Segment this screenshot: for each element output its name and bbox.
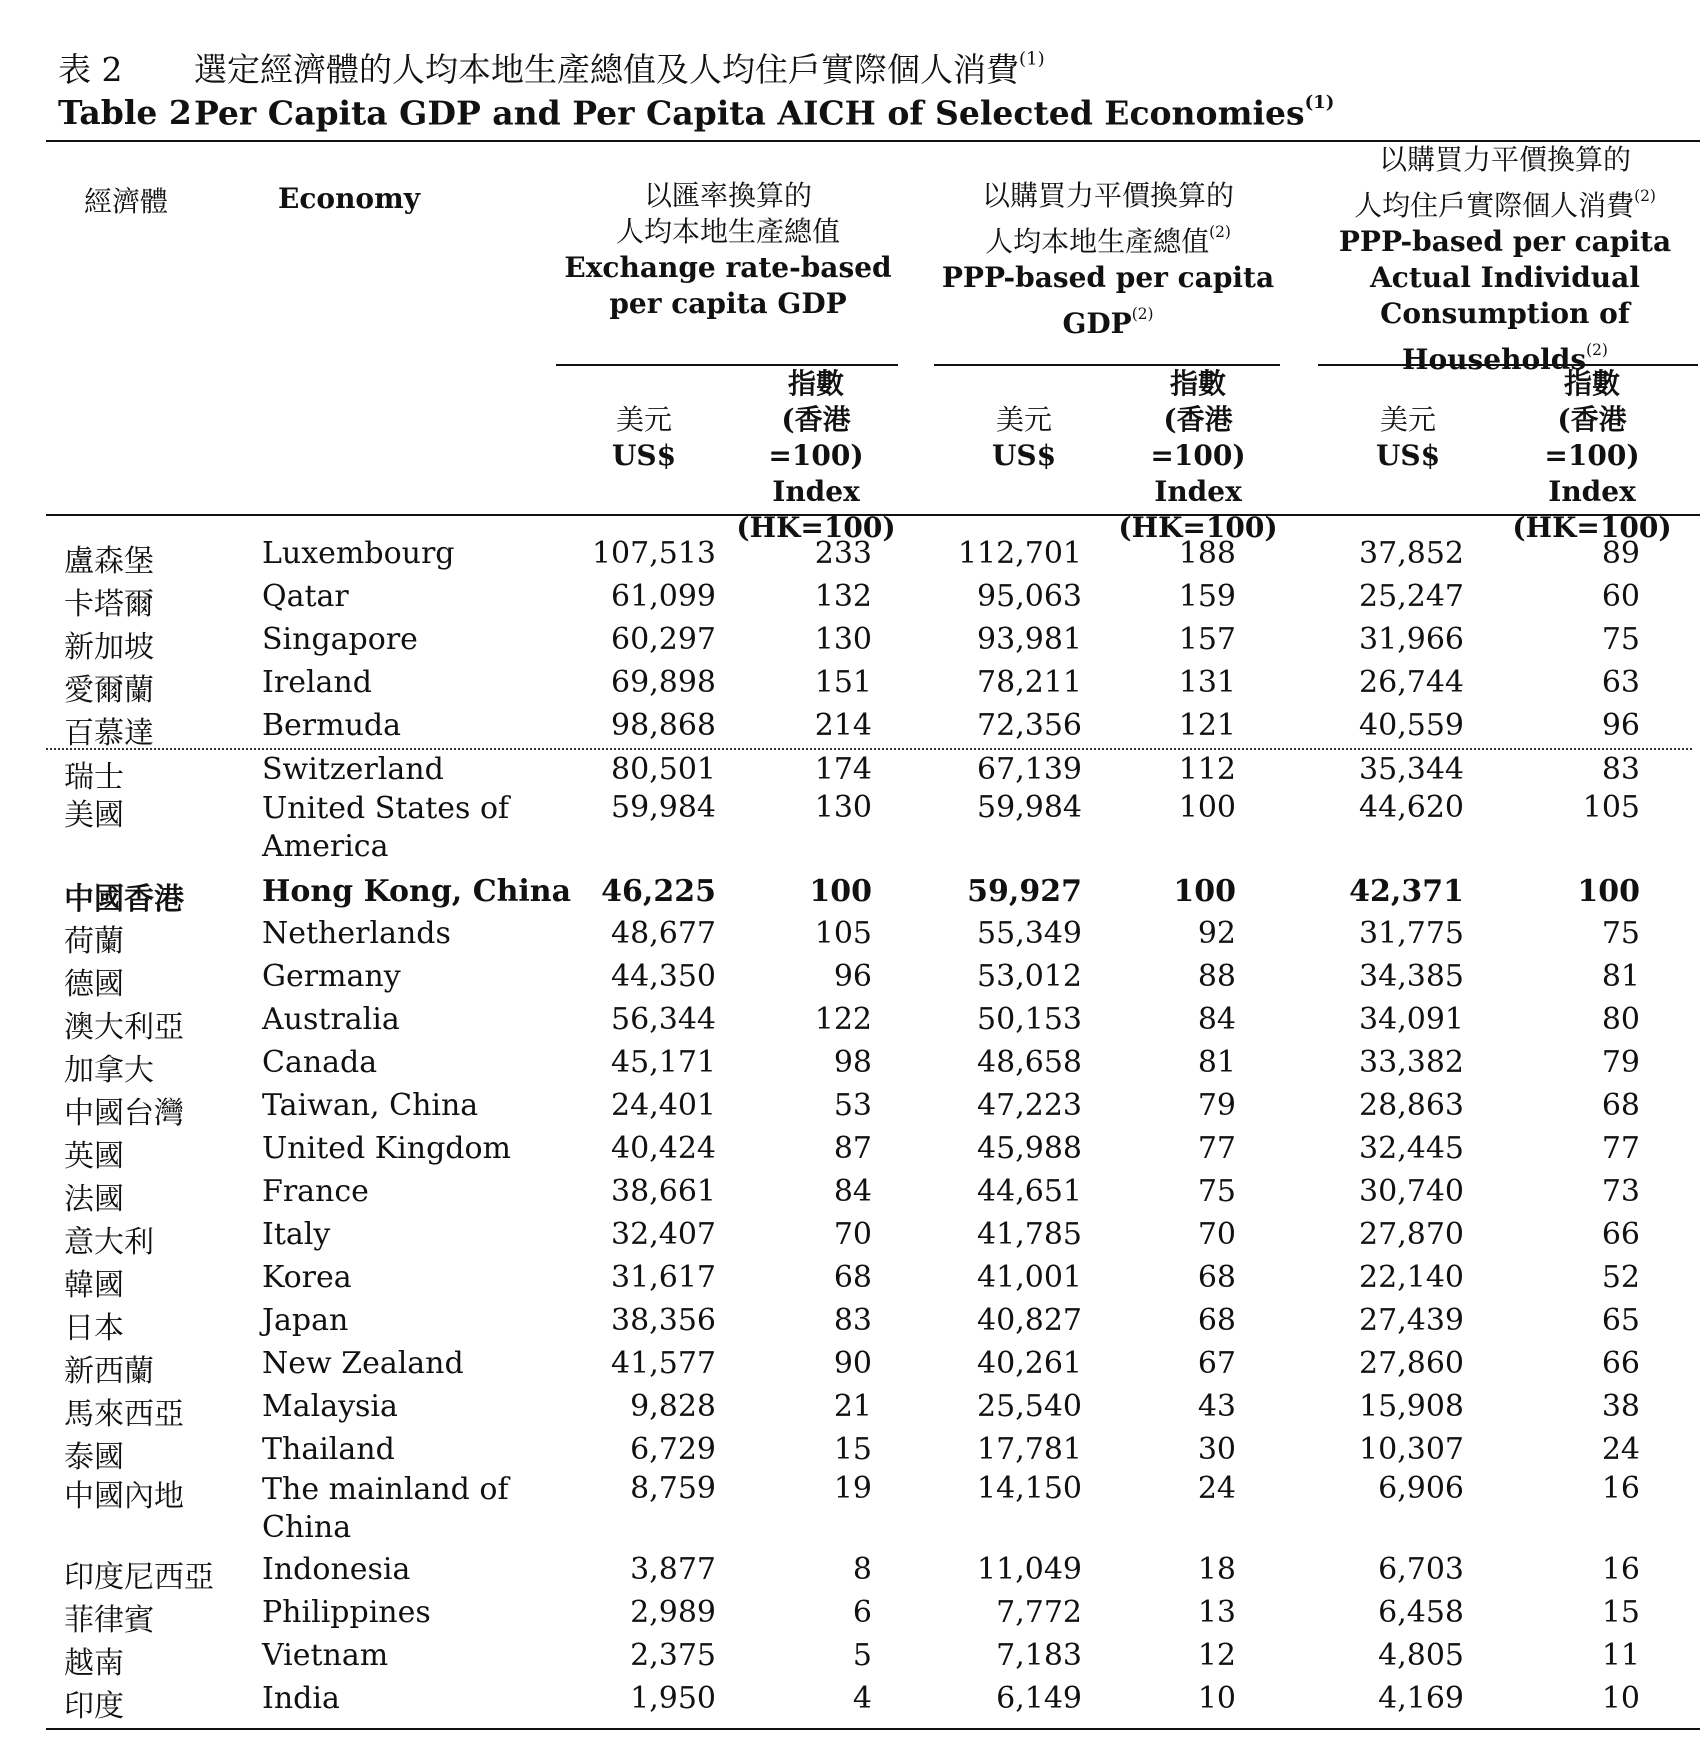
economy-en: Italy: [262, 1217, 331, 1252]
economy-zh: 德國: [64, 967, 124, 1002]
title-footnote-en: (1): [1304, 92, 1335, 113]
group2-usd-header: [976, 402, 1072, 474]
usd-gdp-exchange-value: 48,677: [611, 916, 716, 951]
group3-note-en: (2): [1586, 340, 1608, 359]
economy-en: Japan: [262, 1303, 349, 1338]
group2-idx-en: Index: [1154, 475, 1242, 508]
usd-aich-ppp-value: 40,559: [1359, 708, 1464, 743]
table-row: [0, 1346, 1706, 1389]
group2-en-line1: PPP-based per capita: [941, 260, 1275, 294]
usd-gdp-ppp-value: 93,981: [977, 622, 1082, 657]
usd-aich-ppp-value: 27,439: [1359, 1303, 1464, 1338]
group2-index-header: [1116, 366, 1280, 546]
table-row: [0, 1088, 1706, 1131]
index-aich-ppp-value: 38: [1601, 1389, 1640, 1424]
table-row: [0, 1260, 1706, 1303]
header-group-ppp-gdp: [936, 178, 1280, 342]
usd-aich-ppp-value: 4,169: [1378, 1681, 1464, 1716]
usd-gdp-exchange-value: 59,984: [611, 790, 716, 825]
usd-aich-ppp-value: 26,744: [1359, 665, 1464, 700]
economy-en: Canada: [262, 1045, 378, 1080]
group3-en-line4-text: Households: [1402, 342, 1587, 376]
group1-zh-line2: 人均本地生產總值: [615, 215, 840, 248]
index-gdp-ppp-value: 100: [1178, 790, 1236, 825]
economy-en: India: [262, 1681, 340, 1716]
index-aich-ppp-value: 63: [1601, 665, 1640, 700]
economy-zh: 百慕達: [64, 716, 154, 751]
usd-gdp-ppp-value: 47,223: [977, 1088, 1082, 1123]
usd-gdp-ppp-value: 25,540: [977, 1389, 1082, 1424]
index-gdp-exchange-value: 100: [809, 874, 872, 909]
economy-en: Luxembourg: [262, 536, 455, 571]
index-gdp-exchange-value: 87: [833, 1131, 872, 1166]
index-gdp-ppp-value: 112: [1178, 752, 1236, 787]
usd-gdp-exchange-value: 60,297: [611, 622, 716, 657]
index-gdp-ppp-value: 121: [1178, 708, 1236, 743]
economy-zh: 菲律賓: [64, 1603, 154, 1638]
index-gdp-exchange-value: 83: [833, 1303, 872, 1338]
economy-zh: 澳大利亞: [64, 1010, 184, 1045]
index-gdp-ppp-value: 92: [1197, 916, 1236, 951]
usd-aich-ppp-value: 28,863: [1359, 1088, 1464, 1123]
group1-idx-zh: 指數: [787, 367, 844, 400]
economy-zh: 荷蘭: [64, 924, 124, 959]
index-gdp-ppp-value: 70: [1197, 1217, 1236, 1252]
group2-en-line2-text: GDP: [1062, 306, 1132, 340]
usd-gdp-ppp-value: 14,150: [977, 1471, 1082, 1506]
usd-gdp-exchange-value: 2,375: [630, 1638, 716, 1673]
index-aich-ppp-value: 15: [1601, 1595, 1640, 1630]
group1-en-line2: per capita GDP: [609, 287, 847, 320]
index-aich-ppp-value: 89: [1601, 536, 1640, 571]
usd-gdp-exchange-value: 24,401: [611, 1088, 716, 1123]
usd-gdp-ppp-value: 112,701: [957, 536, 1082, 571]
economy-en: France: [262, 1174, 369, 1209]
index-aich-ppp-value: 75: [1601, 916, 1640, 951]
usd-aich-ppp-value: 34,385: [1359, 959, 1464, 994]
index-gdp-exchange-value: 21: [833, 1389, 872, 1424]
usd-gdp-exchange-value: 98,868: [611, 708, 716, 743]
index-gdp-ppp-value: 157: [1178, 622, 1236, 657]
index-aich-ppp-value: 105: [1582, 790, 1640, 825]
economy-zh: 中國台灣: [64, 1096, 184, 1131]
table-row: [0, 916, 1706, 959]
header-group-exchange-rate: [556, 178, 900, 322]
usd-gdp-ppp-value: 41,001: [977, 1260, 1082, 1295]
usd-gdp-exchange-value: 46,225: [601, 874, 716, 909]
title-footnote-zh: (1): [1019, 48, 1045, 70]
group3-index-header: [1510, 366, 1674, 546]
table-row: [0, 1471, 1706, 1545]
usd-gdp-exchange-value: 69,898: [611, 665, 716, 700]
economy-zh: 日本: [64, 1311, 124, 1346]
index-aich-ppp-value: 65: [1601, 1303, 1640, 1338]
header-group-ppp-aich: [1310, 142, 1700, 378]
table-row: [0, 874, 1706, 917]
index-gdp-exchange-value: 84: [833, 1174, 872, 1209]
index-gdp-exchange-value: 4: [852, 1681, 872, 1716]
usd-gdp-ppp-value: 95,063: [977, 579, 1082, 614]
usd-aich-ppp-value: 31,966: [1359, 622, 1464, 657]
index-gdp-ppp-value: 30: [1197, 1432, 1236, 1467]
economy-zh: 印度尼西亞: [64, 1560, 214, 1595]
usd-gdp-ppp-value: 55,349: [977, 916, 1082, 951]
index-gdp-ppp-value: 75: [1197, 1174, 1236, 1209]
table-row: [0, 752, 1706, 795]
table-row: [0, 1595, 1706, 1638]
economy-en: Singapore: [262, 622, 418, 657]
economy-zh: 馬來西亞: [64, 1397, 184, 1432]
group1-idx-zh2: (香港=100): [768, 403, 864, 472]
usd-gdp-exchange-value: 56,344: [611, 1002, 716, 1037]
group3-en-line1: PPP-based per capita: [1338, 224, 1672, 258]
index-gdp-exchange-value: 98: [833, 1045, 872, 1080]
economy-zh: 愛爾蘭: [64, 673, 154, 708]
index-aich-ppp-value: 16: [1601, 1471, 1640, 1506]
economy-zh: 瑞士: [64, 760, 124, 795]
index-gdp-exchange-value: 233: [814, 536, 872, 571]
index-aich-ppp-value: 68: [1601, 1088, 1640, 1123]
group3-zh-line1: 以購買力平價換算的: [1378, 143, 1631, 176]
usd-gdp-exchange-value: 9,828: [630, 1389, 716, 1424]
usd-gdp-exchange-value: 2,989: [630, 1595, 716, 1630]
index-gdp-ppp-value: 13: [1197, 1595, 1236, 1630]
index-aich-ppp-value: 79: [1601, 1045, 1640, 1080]
table-row: [0, 1552, 1706, 1595]
usd-aich-ppp-value: 27,860: [1359, 1346, 1464, 1381]
group1-usd-en: US$: [611, 439, 677, 472]
dotted-separator: [46, 748, 1692, 750]
table-row: [0, 1045, 1706, 1088]
index-gdp-exchange-value: 105: [814, 916, 872, 951]
table-row: [0, 1638, 1706, 1681]
table-row: [0, 1389, 1706, 1432]
index-aich-ppp-value: 66: [1601, 1346, 1640, 1381]
economy-zh: 意大利: [64, 1225, 154, 1260]
economy-en: Netherlands: [262, 916, 451, 951]
index-gdp-exchange-value: 53: [833, 1088, 872, 1123]
group2-note-en: (2): [1131, 304, 1154, 323]
index-aich-ppp-value: 73: [1601, 1174, 1640, 1209]
index-gdp-ppp-value: 100: [1173, 874, 1236, 909]
economy-zh: 越南: [64, 1646, 124, 1681]
group3-note-zh: (2): [1634, 187, 1656, 205]
table-row: [0, 1217, 1706, 1260]
economy-en: Bermuda: [262, 708, 401, 743]
table-row: [0, 536, 1706, 579]
economy-en: United Kingdom: [262, 1131, 511, 1166]
usd-gdp-ppp-value: 44,651: [977, 1174, 1082, 1209]
economy-en: United States of America: [262, 791, 510, 864]
bottom-rule: [46, 1728, 1700, 1730]
group1-en-line1: Exchange rate-based: [564, 251, 892, 284]
index-gdp-ppp-value: 12: [1197, 1638, 1236, 1673]
index-aich-ppp-value: 100: [1577, 874, 1640, 909]
index-aich-ppp-value: 66: [1601, 1217, 1640, 1252]
usd-gdp-exchange-value: 6,729: [630, 1432, 716, 1467]
table-title-zh: 選定經濟體的人均本地生產總值及人均住戶實際個人消費: [194, 50, 1019, 89]
usd-gdp-exchange-value: 40,424: [611, 1131, 716, 1166]
group2-idx-en2: (HK=100): [1118, 511, 1278, 544]
table-label-zh: 表 2: [58, 50, 123, 89]
index-gdp-ppp-value: 79: [1197, 1088, 1236, 1123]
table-row: [0, 1432, 1706, 1475]
economy-en: The mainland of China: [262, 1472, 509, 1545]
group3-zh-line2: [1310, 178, 1700, 224]
index-gdp-ppp-value: 68: [1197, 1260, 1236, 1295]
index-gdp-exchange-value: 96: [833, 959, 872, 994]
usd-gdp-ppp-value: 78,211: [977, 665, 1082, 700]
title-en: [58, 92, 1334, 132]
table-title-en: Per Capita GDP and Per Capita AICH of Selected Economies: [194, 93, 1305, 133]
index-gdp-ppp-value: 18: [1197, 1552, 1236, 1587]
index-aich-ppp-value: 16: [1601, 1552, 1640, 1587]
economy-zh: 法國: [64, 1182, 124, 1217]
group3-en-line3: Consumption of: [1380, 296, 1630, 330]
usd-gdp-exchange-value: 44,350: [611, 959, 716, 994]
economy-en: Indonesia: [262, 1552, 411, 1587]
group3-usd-header: [1360, 402, 1456, 474]
index-gdp-exchange-value: 130: [814, 622, 872, 657]
table-row: [0, 579, 1706, 622]
economy-zh: 美國: [64, 798, 124, 833]
table-row: [0, 790, 1706, 864]
economy-en: Korea: [262, 1260, 352, 1295]
index-gdp-exchange-value: 5: [852, 1638, 872, 1673]
table-row: [0, 665, 1706, 708]
index-gdp-ppp-value: 68: [1197, 1303, 1236, 1338]
table-row: [0, 1131, 1706, 1174]
header-economy-zh: 經濟體: [84, 185, 169, 218]
usd-gdp-ppp-value: 40,827: [977, 1303, 1082, 1338]
index-aich-ppp-value: 83: [1601, 752, 1640, 787]
group2-en-line2: [936, 296, 1280, 342]
group2-zh-line2-text: 人均本地生產總值: [985, 224, 1210, 258]
index-gdp-exchange-value: 130: [814, 790, 872, 825]
index-gdp-exchange-value: 214: [814, 708, 872, 743]
index-gdp-ppp-value: 188: [1178, 536, 1236, 571]
group2-usd-zh: 美元: [995, 403, 1052, 436]
table-row: [0, 1174, 1706, 1217]
usd-gdp-exchange-value: 80,501: [611, 752, 716, 787]
economy-zh: 盧森堡: [64, 544, 154, 579]
index-gdp-exchange-value: 132: [814, 579, 872, 614]
usd-gdp-exchange-value: 38,661: [611, 1174, 716, 1209]
table-label-en: Table 2: [58, 93, 192, 133]
index-aich-ppp-value: 52: [1601, 1260, 1640, 1295]
economy-zh: 新西蘭: [64, 1354, 154, 1389]
usd-gdp-ppp-value: 11,049: [977, 1552, 1082, 1587]
group3-usd-en: US$: [1375, 439, 1441, 472]
index-gdp-ppp-value: 77: [1197, 1131, 1236, 1166]
index-gdp-exchange-value: 19: [833, 1471, 872, 1506]
usd-gdp-exchange-value: 1,950: [630, 1681, 716, 1716]
economy-en: New Zealand: [262, 1346, 464, 1381]
group3-idx-zh2: (香港=100): [1544, 403, 1640, 472]
economy-en: Philippines: [262, 1595, 431, 1630]
usd-gdp-exchange-value: 31,617: [611, 1260, 716, 1295]
group3-en-line2: Actual Individual: [1370, 260, 1640, 294]
index-aich-ppp-value: 77: [1601, 1131, 1640, 1166]
economy-zh: 新加坡: [64, 630, 154, 665]
index-gdp-exchange-value: 68: [833, 1260, 872, 1295]
group2-idx-zh: 指數: [1169, 367, 1226, 400]
usd-gdp-exchange-value: 3,877: [630, 1552, 716, 1587]
index-gdp-ppp-value: 84: [1197, 1002, 1236, 1037]
economy-en: Thailand: [262, 1432, 395, 1467]
usd-gdp-ppp-value: 17,781: [977, 1432, 1082, 1467]
usd-aich-ppp-value: 27,870: [1359, 1217, 1464, 1252]
usd-aich-ppp-value: 22,140: [1359, 1260, 1464, 1295]
economy-en: Vietnam: [262, 1638, 389, 1673]
title-zh: [58, 44, 1045, 91]
index-gdp-ppp-value: 81: [1197, 1045, 1236, 1080]
economy-en: Malaysia: [262, 1389, 398, 1424]
economy-zh: 英國: [64, 1139, 124, 1174]
table-row: [0, 959, 1706, 1002]
group2-note-zh: (2): [1209, 223, 1231, 241]
usd-gdp-ppp-value: 6,149: [996, 1681, 1082, 1716]
index-aich-ppp-value: 81: [1601, 959, 1640, 994]
usd-aich-ppp-value: 33,382: [1359, 1045, 1464, 1080]
index-gdp-ppp-value: 10: [1197, 1681, 1236, 1716]
usd-gdp-ppp-value: 7,772: [996, 1595, 1082, 1630]
index-gdp-exchange-value: 151: [814, 665, 872, 700]
header-bottom-rule: [46, 514, 1700, 516]
economy-en: Australia: [262, 1002, 400, 1037]
group1-idx-en: Index: [772, 475, 860, 508]
usd-aich-ppp-value: 31,775: [1359, 916, 1464, 951]
usd-aich-ppp-value: 6,703: [1378, 1552, 1464, 1587]
usd-aich-ppp-value: 6,458: [1378, 1595, 1464, 1630]
group1-idx-en2: (HK=100): [736, 511, 896, 544]
index-aich-ppp-value: 10: [1601, 1681, 1640, 1716]
usd-gdp-exchange-value: 107,513: [591, 536, 716, 571]
table-row: [0, 708, 1706, 751]
group3-idx-zh: 指數: [1563, 367, 1620, 400]
usd-gdp-exchange-value: 61,099: [611, 579, 716, 614]
usd-aich-ppp-value: 15,908: [1359, 1389, 1464, 1424]
usd-gdp-ppp-value: 59,927: [967, 874, 1082, 909]
usd-gdp-ppp-value: 41,785: [977, 1217, 1082, 1252]
index-gdp-ppp-value: 43: [1197, 1389, 1236, 1424]
economy-zh: 卡塔爾: [64, 587, 154, 622]
usd-aich-ppp-value: 37,852: [1359, 536, 1464, 571]
economy-zh: 中國香港: [64, 882, 184, 917]
usd-aich-ppp-value: 6,906: [1378, 1471, 1464, 1506]
group3-zh-line2-text: 人均住戶實際個人消費: [1354, 188, 1635, 222]
index-aich-ppp-value: 60: [1601, 579, 1640, 614]
group3-idx-en: Index: [1548, 475, 1636, 508]
group3-idx-en2: (HK=100): [1512, 511, 1672, 544]
usd-gdp-ppp-value: 50,153: [977, 1002, 1082, 1037]
usd-gdp-ppp-value: 53,012: [977, 959, 1082, 994]
index-aich-ppp-value: 75: [1601, 622, 1640, 657]
economy-en: Hong Kong, China: [262, 874, 572, 909]
economy-zh: 泰國: [64, 1440, 124, 1475]
usd-aich-ppp-value: 25,247: [1359, 579, 1464, 614]
table-row: [0, 1303, 1706, 1346]
index-gdp-ppp-value: 131: [1178, 665, 1236, 700]
usd-gdp-ppp-value: 45,988: [977, 1131, 1082, 1166]
index-gdp-exchange-value: 122: [814, 1002, 872, 1037]
index-gdp-ppp-value: 88: [1197, 959, 1236, 994]
group1-usd-header: [596, 402, 692, 474]
index-gdp-exchange-value: 6: [852, 1595, 872, 1630]
index-aich-ppp-value: 11: [1601, 1638, 1640, 1673]
table-row: [0, 1002, 1706, 1045]
usd-gdp-exchange-value: 38,356: [611, 1303, 716, 1338]
usd-gdp-ppp-value: 67,139: [977, 752, 1082, 787]
table-row: [0, 1681, 1706, 1724]
usd-gdp-exchange-value: 45,171: [611, 1045, 716, 1080]
usd-gdp-exchange-value: 41,577: [611, 1346, 716, 1381]
economy-zh: 中國內地: [64, 1479, 184, 1514]
economy-zh: 加拿大: [64, 1053, 154, 1088]
usd-gdp-ppp-value: 7,183: [996, 1638, 1082, 1673]
economy-en: Switzerland: [262, 752, 444, 787]
group2-zh-line2: [936, 214, 1280, 260]
usd-aich-ppp-value: 42,371: [1349, 874, 1464, 909]
index-gdp-ppp-value: 24: [1197, 1471, 1236, 1506]
usd-gdp-exchange-value: 8,759: [630, 1471, 716, 1506]
economy-zh: 印度: [64, 1689, 124, 1724]
economy-en: Qatar: [262, 579, 349, 614]
index-gdp-ppp-value: 159: [1178, 579, 1236, 614]
usd-aich-ppp-value: 10,307: [1359, 1432, 1464, 1467]
table-row: [0, 622, 1706, 665]
index-gdp-exchange-value: 90: [833, 1346, 872, 1381]
group2-usd-en: US$: [991, 439, 1057, 472]
usd-gdp-ppp-value: 48,658: [977, 1045, 1082, 1080]
usd-aich-ppp-value: 34,091: [1359, 1002, 1464, 1037]
index-aich-ppp-value: 80: [1601, 1002, 1640, 1037]
header-economy-en: Economy: [278, 182, 420, 215]
index-aich-ppp-value: 24: [1601, 1432, 1640, 1467]
usd-aich-ppp-value: 32,445: [1359, 1131, 1464, 1166]
index-gdp-exchange-value: 15: [833, 1432, 872, 1467]
usd-aich-ppp-value: 35,344: [1359, 752, 1464, 787]
group3-usd-zh: 美元: [1379, 403, 1436, 436]
economy-zh: 韓國: [64, 1268, 124, 1303]
usd-gdp-ppp-value: 40,261: [977, 1346, 1082, 1381]
usd-aich-ppp-value: 44,620: [1359, 790, 1464, 825]
usd-gdp-exchange-value: 32,407: [611, 1217, 716, 1252]
economy-en: Ireland: [262, 665, 372, 700]
index-gdp-exchange-value: 174: [814, 752, 872, 787]
economy-en: Taiwan, China: [262, 1088, 479, 1123]
index-gdp-exchange-value: 70: [833, 1217, 872, 1252]
index-gdp-exchange-value: 8: [852, 1552, 872, 1587]
group1-zh-line1: 以匯率換算的: [643, 179, 812, 212]
group1-index-header: [734, 366, 898, 546]
usd-aich-ppp-value: 30,740: [1359, 1174, 1464, 1209]
index-aich-ppp-value: 96: [1601, 708, 1640, 743]
group2-zh-line1: 以購買力平價換算的: [981, 179, 1234, 212]
usd-aich-ppp-value: 4,805: [1378, 1638, 1464, 1673]
economy-en: Germany: [262, 959, 401, 994]
usd-gdp-ppp-value: 72,356: [977, 708, 1082, 743]
index-gdp-ppp-value: 67: [1197, 1346, 1236, 1381]
usd-gdp-ppp-value: 59,984: [977, 790, 1082, 825]
group2-idx-zh2: (香港=100): [1150, 403, 1246, 472]
group1-usd-zh: 美元: [615, 403, 672, 436]
